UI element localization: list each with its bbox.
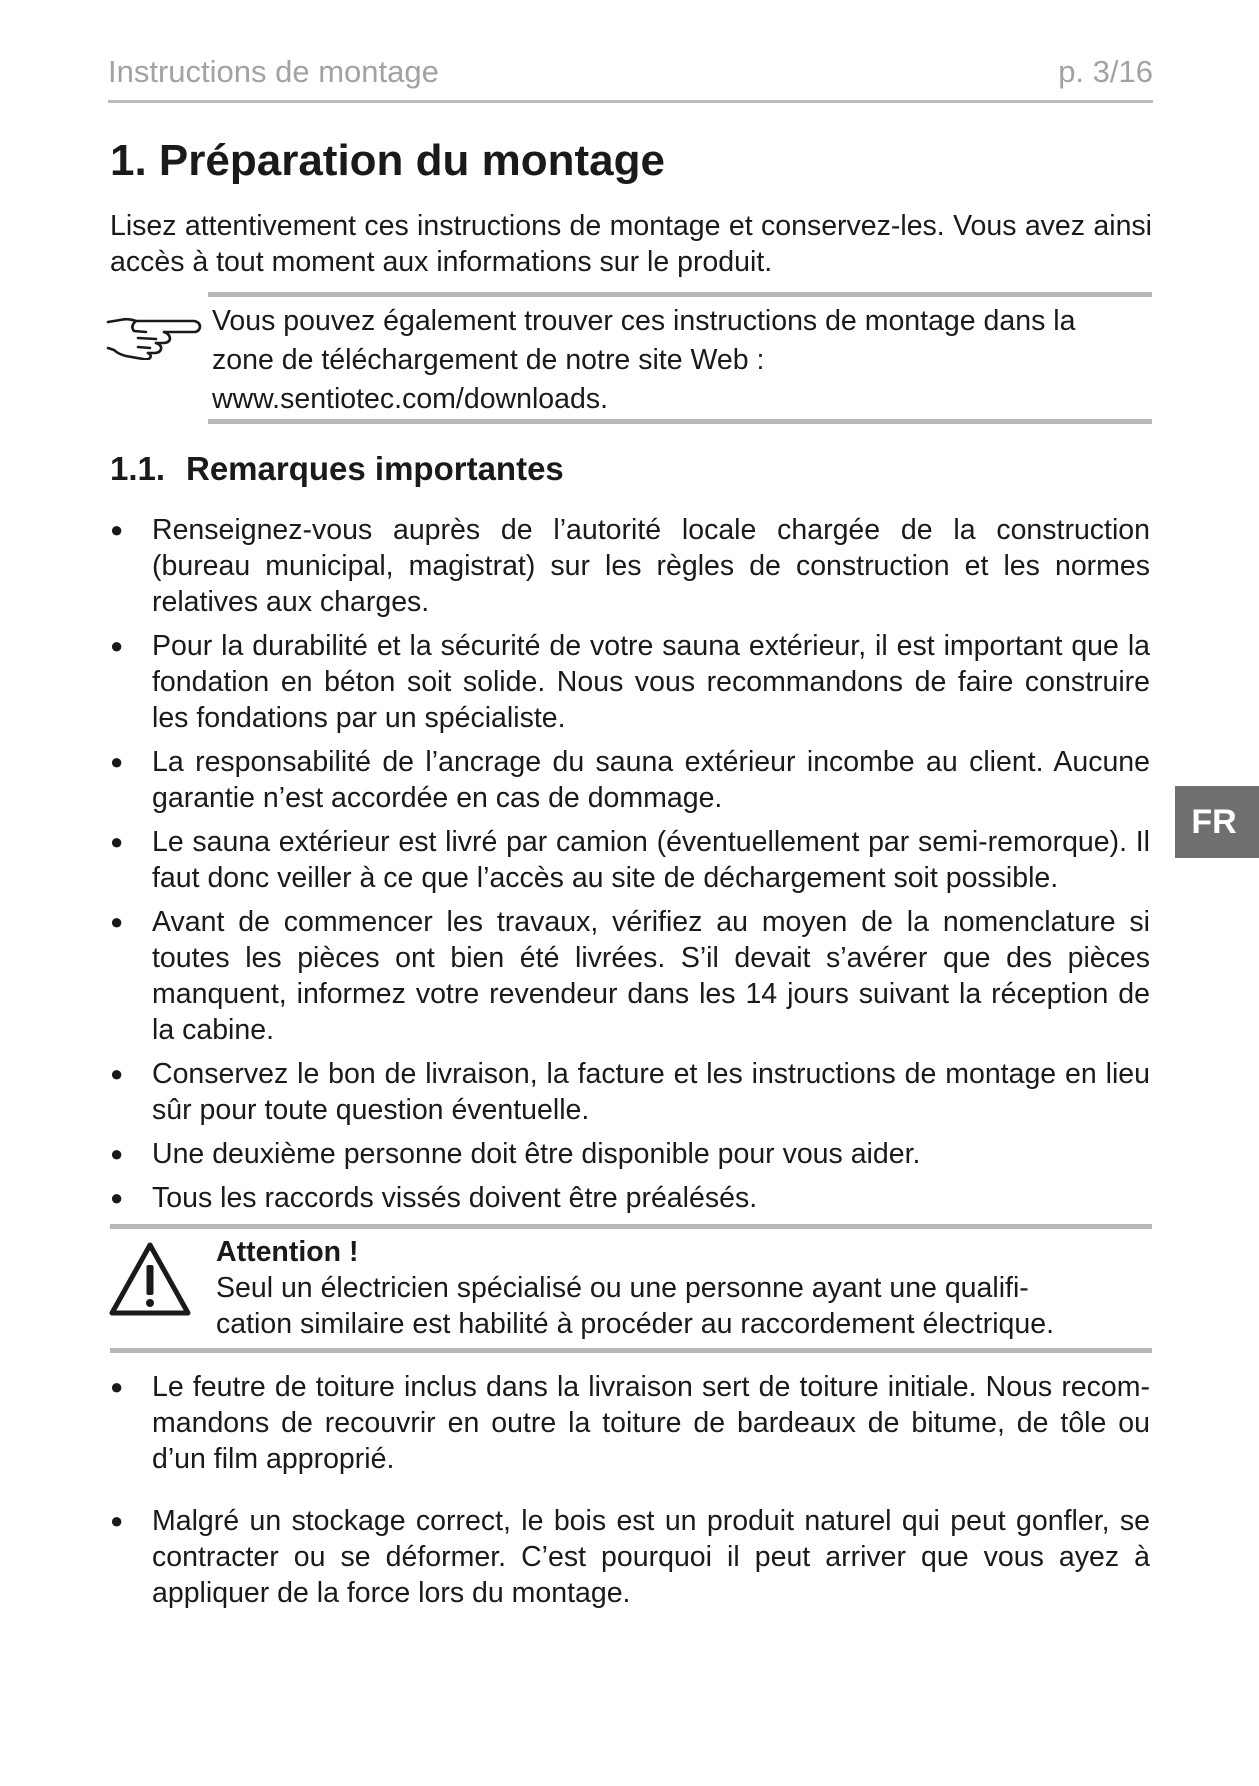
list-item	[110, 1136, 1150, 1172]
note-line: zone de téléchargement de notre site Web :	[212, 344, 765, 376]
list-item-text: Avant de commencer les travaux, vérifiez au moyen de la nomenclature si toutes les pièces ont bien été livrées. S’il devait s’avérer que des pièces manquent, informez votre revendeur dans les 14 jours suivant la réception de la cabine.	[152, 906, 1150, 1046]
bullet-icon: ●	[110, 517, 124, 542]
page-header	[108, 50, 1153, 103]
warning-top-rule	[110, 1224, 1152, 1229]
pointing-hand-icon	[106, 312, 202, 360]
warning-line: Seul un électricien spécialisé ou une personne ayant une qualifi-	[216, 1272, 1029, 1304]
list-item	[110, 1180, 1150, 1216]
list-item	[110, 1503, 1150, 1611]
list-item-text: La responsabilité de l’ancrage du sauna extérieur incombe au client. Aucune garantie n’est accordée en cas de dommage.	[152, 746, 1150, 814]
note-bottom-rule	[208, 419, 1152, 424]
list-item	[110, 1369, 1150, 1477]
list-item-text: Pour la durabilité et la sécurité de votre sauna extérieur, il est important que la fondation en béton soit solide. Nous vous recommandons de faire construire les fondations par un spécialiste.	[152, 630, 1150, 734]
list-item-text: Malgré un stockage correct, le bois est un produit naturel qui peut gonfler, se contracter ou se déformer. C’est pourquoi il peut arriver que vous ayez à appliquer de la force lors du montage.	[152, 1505, 1150, 1609]
warning-bottom-rule	[110, 1348, 1152, 1353]
warning-text	[216, 1270, 1096, 1342]
section-number: 1.1.	[110, 450, 166, 487]
warning-line: cation similaire est habilité à procéder au raccordement électrique.	[216, 1308, 1055, 1340]
list-item-text: Renseignez-vous auprès de l’autorité locale chargée de la construction (bureau municipal, magistrat) sur les règles de construction et les normes relatives aux charges.	[152, 514, 1150, 618]
bullet-icon: ●	[110, 909, 124, 934]
list-item-text: Une deuxième personne doit être disponible pour vous aider.	[152, 1138, 921, 1170]
download-note	[212, 302, 1152, 419]
additional-notes-list	[110, 1369, 1150, 1637]
bullet-icon: ●	[110, 633, 124, 658]
bullet-icon: ●	[110, 829, 124, 854]
warning-title: Attention !	[216, 1236, 359, 1268]
bullet-icon: ●	[110, 1508, 124, 1533]
list-item	[110, 1056, 1150, 1128]
list-item	[110, 512, 1150, 620]
important-notes-list	[110, 512, 1150, 1224]
bullet-icon: ●	[110, 749, 124, 774]
list-item-text: Le feutre de toiture inclus dans la livraison sert de toiture initiale. Nous recom-mandons de recouvrir en outre la toiture de bardeaux de bitume, de tôle ou d’un film approprié.	[152, 1371, 1150, 1475]
bullet-icon: ●	[110, 1185, 124, 1210]
section-title: Remarques importantes	[186, 450, 564, 487]
header-title: Instructions de montage	[108, 54, 439, 89]
note-top-rule	[208, 292, 1152, 297]
list-item	[110, 904, 1150, 1048]
list-item	[110, 824, 1150, 896]
list-item-text: Tous les raccords vissés doivent être préalésés.	[152, 1182, 758, 1214]
note-link[interactable]: www.sentiotec.com/downloads.	[212, 383, 609, 415]
list-item-text: Le sauna extérieur est livré par camion (éventuellement par semi-remorque). Il faut donc veiller à ce que l’accès au site de déchargement soit possible.	[152, 826, 1150, 894]
intro-paragraph: Lisez attentivement ces instructions de montage et conservez-les. Vous avez ainsi accès à tout moment aux informations sur le produit.	[110, 210, 1152, 278]
note-line: Vous pouvez également trouver ces instructions de montage dans la	[212, 305, 1076, 337]
list-item	[110, 628, 1150, 736]
warning-triangle-icon	[108, 1241, 192, 1317]
page-number: p. 3/16	[1058, 54, 1153, 89]
list-item	[110, 744, 1150, 816]
section-heading	[110, 450, 564, 488]
list-item-text: Conservez le bon de livraison, la facture et les instructions de montage en lieu sûr pour toute question éventuelle.	[152, 1058, 1150, 1126]
bullet-icon: ●	[110, 1374, 124, 1399]
bullet-icon: ●	[110, 1141, 124, 1166]
language-tab: FR	[1175, 786, 1259, 858]
page-title: 1. Préparation du montage	[110, 136, 665, 185]
bullet-icon: ●	[110, 1061, 124, 1086]
